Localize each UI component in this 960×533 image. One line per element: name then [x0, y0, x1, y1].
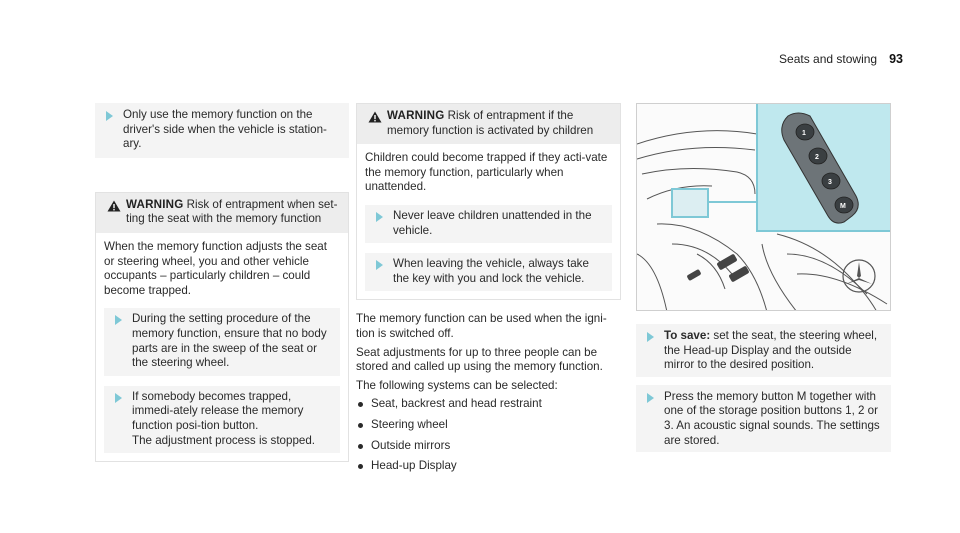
warning-item-text: During the setting procedure of the memory function, ensure that no body parts are in the sweep of the seat or the steering wheel. [132, 312, 327, 370]
instruction-text: set the seat, the steering wheel, the Head-up Display and the outside mirror to the desired position. [664, 329, 878, 372]
callout-connector [709, 201, 756, 203]
warning-text: Children could become trapped if they acti-vate the memory function, particularly when unattended. [365, 151, 608, 194]
memory-button-panel [758, 104, 891, 232]
warning-label: WARNING [387, 109, 445, 122]
warning-box [356, 103, 621, 300]
column-1 [95, 103, 349, 462]
memory-button-2-label: 2 [815, 154, 819, 161]
column-3 [636, 103, 891, 460]
warning-body [357, 144, 620, 299]
warning-triangle-icon [368, 111, 382, 123]
steps [636, 324, 891, 452]
instruction-text: Only use the memory function on the driver's side when the vehicle is station-ary. [123, 108, 327, 151]
warning-item-text: When leaving the vehicle, always take the key with you and lock the vehicle. [393, 257, 589, 285]
list-item: Outside mirrors [356, 439, 621, 454]
instruction-item [636, 385, 891, 452]
paragraph: Seat adjustments for up to three people can be stored and called up using the memory function. [356, 345, 603, 374]
warning-triangle-icon [107, 200, 121, 212]
memory-buttons-highlight [671, 188, 709, 218]
warning-label: WARNING [126, 197, 184, 211]
play-arrow-icon [115, 393, 122, 403]
warning-text: When the memory function adjusts the seat or steering wheel, you and other vehicle occupants – particularly children – could become trapped. [104, 239, 327, 297]
section-title: Seats and stowing [779, 52, 878, 66]
instruction-text: Press the memory button M together with one of the storage position buttons 1, 2 or 3. An acoustic signal sounds. The settings are stored. [664, 389, 880, 447]
warning-item-result: The adjustment process is stopped. [132, 433, 316, 447]
instruction-item [636, 324, 891, 377]
list-item: Seat, backrest and head restraint [356, 397, 621, 412]
column-2 [356, 103, 621, 480]
play-arrow-icon [647, 332, 654, 342]
warning-item [104, 386, 340, 453]
page-number: 93 [889, 52, 903, 66]
play-arrow-icon [106, 111, 113, 121]
warning-item-text: If somebody becomes trapped, immedi-ately release the memory function posi-tion button. [132, 389, 304, 432]
warning-title: Risk of entrapment if the memory function is activated by children [387, 109, 594, 137]
warning-title: Risk of entrapment when set-ting the seat with the memory function [126, 197, 338, 226]
memory-button-1-label: 1 [802, 130, 806, 137]
warning-item-text: Never leave children unattended in the vehicle. [393, 208, 592, 237]
warning-box [95, 192, 349, 462]
play-arrow-icon [115, 315, 122, 325]
list-item: Steering wheel [356, 418, 621, 433]
warning-item [365, 253, 612, 291]
door-panel-illustration [636, 103, 891, 311]
warning-body [96, 233, 348, 461]
warning-header [357, 104, 620, 144]
systems-list [356, 397, 621, 473]
memory-buttons-inset [756, 104, 891, 232]
warning-item [365, 205, 612, 243]
step-label: To save: [664, 329, 714, 342]
paragraph: The following systems can be selected: [356, 378, 558, 392]
warning-item [104, 308, 340, 375]
warning-header [96, 193, 348, 233]
body-text [356, 312, 621, 473]
play-arrow-icon [376, 260, 383, 270]
memory-button-m-label: M [840, 203, 846, 210]
instruction-item [95, 103, 349, 158]
memory-button-3-label: 3 [828, 179, 832, 186]
paragraph: The memory function can be used when the igni-tion is switched off. [356, 312, 607, 340]
list-item: Head-up Display [356, 459, 621, 474]
play-arrow-icon [376, 212, 383, 222]
play-arrow-icon [647, 393, 654, 403]
page-header [779, 52, 903, 67]
